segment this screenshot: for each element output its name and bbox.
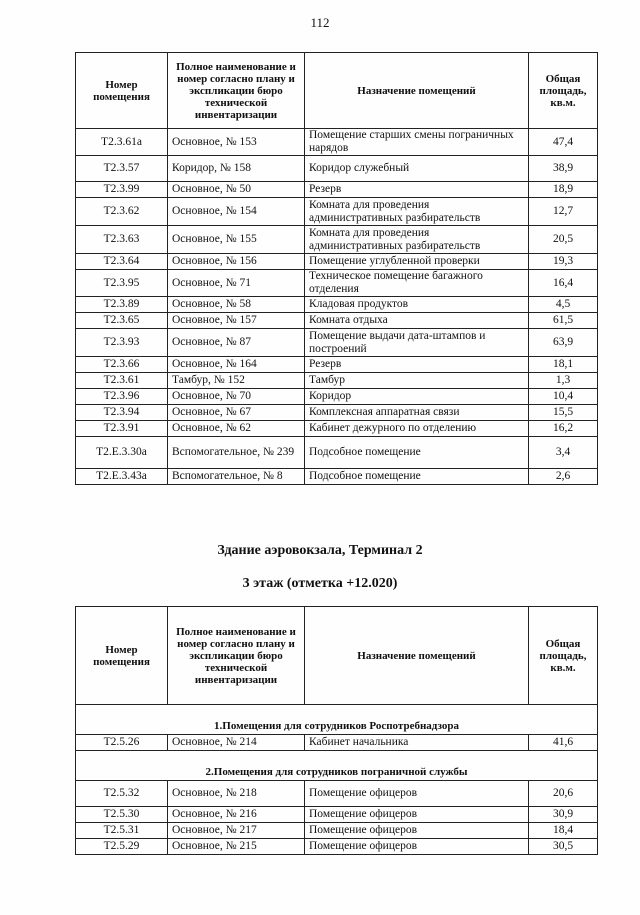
room-purpose-cell: Кладовая продуктов [305,297,529,313]
room-number-cell: T2.3.99 [76,182,168,198]
room-number-cell: T2.3.91 [76,421,168,437]
room-area-cell: 1,3 [529,373,598,389]
rooms-table-2 [75,606,598,855]
room-name-cell: Коридор, № 158 [168,156,305,182]
table-row [76,270,598,297]
table-row [76,469,598,485]
room-name-cell: Вспомогательное, № 8 [168,469,305,485]
col-purpose: Назначение помещений [305,607,529,705]
room-number-cell: T2.5.31 [76,823,168,839]
room-purpose-cell: Комната для проведения административных разбирательств [305,226,529,254]
room-purpose-cell: Помещение офицеров [305,839,529,855]
section-rospotrebnadzor [76,705,598,735]
room-purpose-cell: Техническое помещение багажного отделения [305,270,529,297]
table-row [76,156,598,182]
col-room-number: Номер помещения [76,53,168,129]
room-area-cell: 18,1 [529,357,598,373]
section-border-service-label: 2.Помещения для сотрудников пограничной службы [76,751,598,781]
room-area-cell: 47,4 [529,129,598,156]
room-number-cell: T2.E.3.43a [76,469,168,485]
room-number-cell: T2.3.95 [76,270,168,297]
room-name-cell: Основное, № 157 [168,313,305,329]
room-area-cell: 18,4 [529,823,598,839]
room-number-cell: T2.3.89 [76,297,168,313]
room-purpose-cell: Коридор [305,389,529,405]
room-area-cell: 3,4 [529,437,598,469]
col-purpose: Назначение помещений [305,53,529,129]
room-purpose-cell: Помещение углубленной проверки [305,254,529,270]
room-area-cell: 15,5 [529,405,598,421]
room-name-cell: Основное, № 218 [168,781,305,807]
room-name-cell: Основное, № 155 [168,226,305,254]
room-number-cell: T2.3.57 [76,156,168,182]
floor-heading: 3 этаж (отметка +12.020) [242,576,398,591]
table-header-row [76,607,598,705]
room-name-cell: Основное, № 217 [168,823,305,839]
table-row [76,313,598,329]
room-name-cell: Тамбур, № 152 [168,373,305,389]
room-number-cell: T2.3.65 [76,313,168,329]
table-row [76,297,598,313]
room-area-cell: 4,5 [529,297,598,313]
table-row [76,226,598,254]
room-purpose-cell: Тамбур [305,373,529,389]
room-name-cell: Основное, № 62 [168,421,305,437]
room-area-cell: 10,4 [529,389,598,405]
col-room-number: Номер помещения [76,607,168,705]
room-number-cell: T2.5.26 [76,735,168,751]
room-purpose-cell: Помещение офицеров [305,781,529,807]
room-area-cell: 19,3 [529,254,598,270]
table-row [76,421,598,437]
room-number-cell: T2.3.94 [76,405,168,421]
room-name-cell: Основное, № 70 [168,389,305,405]
page-number: 112 [310,15,330,30]
col-area: Общая площадь, кв.м. [529,53,598,129]
room-area-cell: 2,6 [529,469,598,485]
col-area: Общая площадь, кв.м. [529,607,598,705]
room-purpose-cell: Помещение офицеров [305,823,529,839]
table-row [76,735,598,751]
room-purpose-cell: Коридор служебный [305,156,529,182]
room-area-cell: 61,5 [529,313,598,329]
table-row [76,182,598,198]
table-row [76,389,598,405]
room-number-cell: T2.3.93 [76,329,168,357]
room-purpose-cell: Комната отдыха [305,313,529,329]
section-border-service [76,751,598,781]
table-row [76,373,598,389]
room-area-cell: 30,9 [529,807,598,823]
room-purpose-cell: Резерв [305,182,529,198]
room-area-cell: 20,5 [529,226,598,254]
room-purpose-cell: Кабинет дежурного по отделению [305,421,529,437]
room-number-cell: T2.3.66 [76,357,168,373]
room-area-cell: 20,6 [529,781,598,807]
room-purpose-cell: Комплексная аппаратная связи [305,405,529,421]
table-row [76,198,598,226]
room-purpose-cell: Резерв [305,357,529,373]
room-area-cell: 16,2 [529,421,598,437]
table-row [76,781,598,807]
room-number-cell: T2.5.32 [76,781,168,807]
room-name-cell: Основное, № 164 [168,357,305,373]
section-rospotrebnadzor-label: 1.Помещения для сотрудников Роспотребнадзора [76,705,598,735]
table-header-row [76,53,598,129]
room-area-cell: 30,5 [529,839,598,855]
room-name-cell: Основное, № 156 [168,254,305,270]
room-purpose-cell: Помещение старших смены пограничных нарядов [305,129,529,156]
room-number-cell: T2.3.61a [76,129,168,156]
room-number-cell: T2.3.63 [76,226,168,254]
table-row [76,405,598,421]
table-row [76,807,598,823]
rooms-table-1 [75,52,598,485]
room-area-cell: 41,6 [529,735,598,751]
room-name-cell: Основное, № 216 [168,807,305,823]
room-purpose-cell: Помещение офицеров [305,807,529,823]
room-number-cell: T2.3.61 [76,373,168,389]
room-name-cell: Основное, № 50 [168,182,305,198]
table-row [76,357,598,373]
room-number-cell: T2.5.29 [76,839,168,855]
col-full-name: Полное наименование и номер согласно плану и экспликации бюро технической инвентаризации [168,53,305,129]
col-full-name: Полное наименование и номер согласно плану и экспликации бюро технической инвентаризации [168,607,305,705]
room-area-cell: 16,4 [529,270,598,297]
room-purpose-cell: Подсобное помещение [305,469,529,485]
table-row [76,329,598,357]
room-name-cell: Основное, № 154 [168,198,305,226]
table-row [76,129,598,156]
room-number-cell: T2.3.64 [76,254,168,270]
table-row [76,437,598,469]
building-heading: Здание аэровокзала, Терминал 2 [217,543,423,558]
room-name-cell: Основное, № 153 [168,129,305,156]
room-purpose-cell: Подсобное помещение [305,437,529,469]
room-number-cell: T2.5.30 [76,807,168,823]
table-row [76,254,598,270]
room-number-cell: T2.E.3.30a [76,437,168,469]
room-purpose-cell: Кабинет начальника [305,735,529,751]
room-area-cell: 12,7 [529,198,598,226]
room-name-cell: Основное, № 58 [168,297,305,313]
room-name-cell: Основное, № 71 [168,270,305,297]
room-area-cell: 38,9 [529,156,598,182]
room-purpose-cell: Помещение выдачи дата-штампов и построений [305,329,529,357]
table-row [76,823,598,839]
room-name-cell: Основное, № 214 [168,735,305,751]
table-row [76,839,598,855]
room-number-cell: T2.3.62 [76,198,168,226]
room-area-cell: 63,9 [529,329,598,357]
room-area-cell: 18,9 [529,182,598,198]
room-name-cell: Основное, № 215 [168,839,305,855]
room-number-cell: T2.3.96 [76,389,168,405]
room-name-cell: Основное, № 87 [168,329,305,357]
room-name-cell: Вспомогательное, № 239 [168,437,305,469]
room-name-cell: Основное, № 67 [168,405,305,421]
room-purpose-cell: Комната для проведения административных разбирательств [305,198,529,226]
